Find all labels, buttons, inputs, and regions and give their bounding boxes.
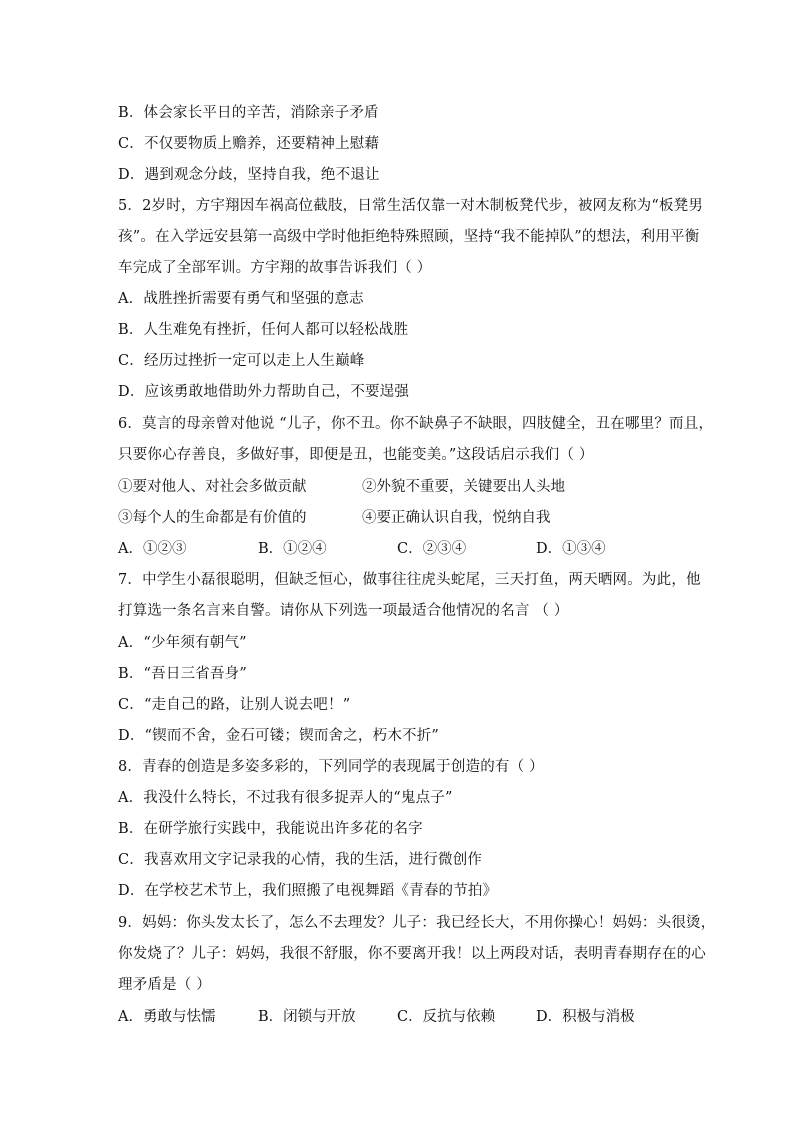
option-6c: C．②③④ [397, 541, 467, 557]
option-6b: B．①②④ [258, 541, 327, 557]
option-8d: D．在学校艺术节上，我们照搬了电视舞蹈《青春的节拍》 [118, 883, 498, 899]
option-6a: A．①②③ [118, 541, 187, 557]
option-5b: B．人生难免有挫折，任何人都可以轻松战胜 [118, 322, 409, 338]
question-8-line-1: 8．青春的创造是多姿多彩的，下列同学的表现属于创造的有（ ） [118, 759, 544, 775]
question-7-line-2: 打算选一条名言来自警。请你从下列选一项最适合他情况的名言 （ ） [118, 603, 569, 619]
question-9-line-1: 9．妈妈：你头发太长了，怎么不去理发？儿子：我已经长大，不用你操心！妈妈：头很烫， [118, 915, 716, 931]
statement-6-3: ③每个人的生命都是有价值的 [118, 510, 307, 526]
question-5-line-2: 孩”。在入学远安县第一高级中学时他拒绝特殊照顾，坚持“我不能掉队”的想法，利用平衡 [118, 229, 700, 245]
option-4c: C．不仅要物质上赡养，还要精神上慰藉 [118, 136, 380, 152]
option-7b: B．“吾日三省吾身” [118, 666, 247, 682]
question-7-line-1: 7．中学生小磊很聪明，但缺乏恒心，做事往往虎头蛇尾，三天打鱼，两天晒网。为此，他 [118, 572, 701, 588]
question-9-line-3: 理矛盾是（ ） [118, 977, 212, 993]
option-9c: C．反抗与依赖 [397, 1009, 496, 1025]
statement-6-1: ①要对他人、对社会多做贡献 [118, 479, 307, 495]
option-4d: D．遇到观念分歧，坚持自我，绝不退让 [118, 167, 380, 183]
option-7c: C．“走自己的路，让别人说去吧！” [118, 697, 351, 713]
option-5a: A．战胜挫折需要有勇气和坚强的意志 [118, 291, 364, 307]
question-5-line-1: 5．2岁时，方宇翔因车祸高位截肢，日常生活仅靠一对木制板凳代步，被网友称为“板凳男 [118, 198, 704, 214]
question-9-line-2: 你发烧了？儿子：妈妈，我很不舒服，你不要离开我！以上两段对话，表明青春期存在的心 [118, 946, 706, 962]
question-5-line-3: 车完成了全部军训。方宇翔的故事告诉我们（ ） [118, 260, 432, 276]
option-7a: A．“少年须有朝气” [118, 635, 247, 651]
question-6-line-1: 6．莫言的母亲曾对他说 “儿子，你不丑。你不缺鼻子不缺眼，四肢健全，丑在哪里？而且， [118, 416, 714, 432]
option-5c: C．经历过挫折一定可以走上人生巅峰 [118, 353, 365, 369]
option-8c: C．我喜欢用文字记录我的心情，我的生活，进行微创作 [118, 852, 483, 868]
statement-6-2: ②外貌不重要，关键要出人头地 [362, 479, 565, 495]
question-6-line-2: 只要你心存善良，多做好事，即便是丑，也能变美。”这段话启示我们（ ） [118, 447, 594, 463]
option-8a: A．我没什么特长，不过我有很多捉弄人的“鬼点子” [118, 790, 453, 806]
statement-6-4: ④要正确认识自我，悦纳自我 [362, 510, 551, 526]
option-9b: B．闭锁与开放 [258, 1009, 356, 1025]
option-8b: B．在研学旅行实践中，我能说出许多花的名字 [118, 821, 423, 837]
option-4b: B．体会家长平日的辛苦，消除亲子矛盾 [118, 105, 379, 121]
option-7d: D．“锲而不舍，金石可镂；锲而舍之，朽木不折” [118, 728, 440, 744]
option-5d: D．应该勇敢地借助外力帮助自己，不要逞强 [118, 384, 410, 400]
option-9a: A．勇敢与怯懦 [118, 1009, 216, 1025]
option-9d: D．积极与消极 [536, 1009, 635, 1025]
option-6d: D．①③④ [536, 541, 606, 557]
